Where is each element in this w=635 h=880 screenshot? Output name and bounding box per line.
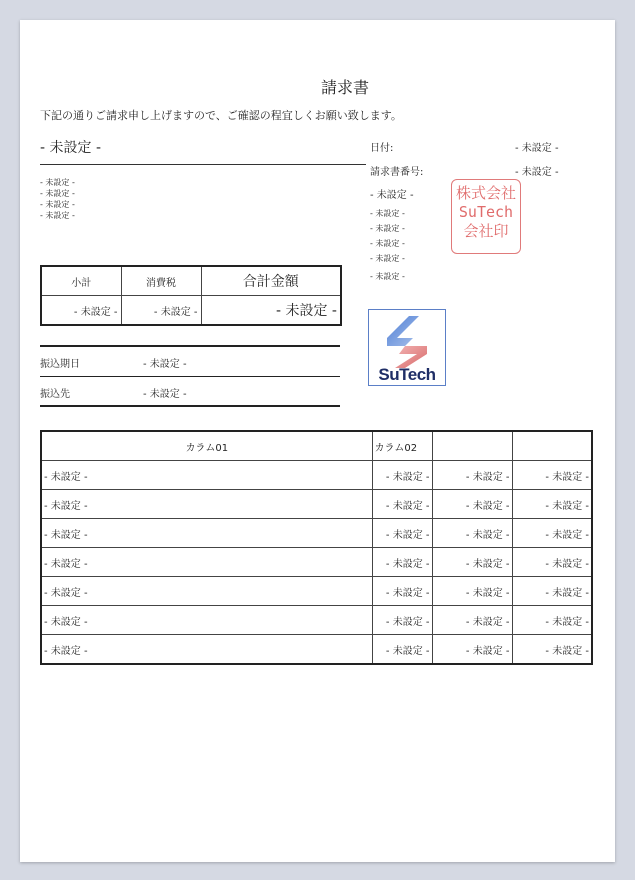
company-seal-stamp bbox=[451, 179, 521, 254]
totals-header-row bbox=[41, 266, 341, 296]
table-row bbox=[41, 548, 592, 577]
table-cell: - 未設定 - bbox=[41, 577, 372, 606]
due-date-value: - 未設定 - bbox=[143, 359, 187, 370]
table-cell: - 未設定 - bbox=[41, 461, 372, 490]
invoice-number-value: - 未設定 - bbox=[515, 167, 559, 178]
table-cell: - 未設定 - bbox=[372, 548, 432, 577]
issuer-info-line: - 未設定 - bbox=[370, 239, 405, 248]
totals-table bbox=[40, 265, 342, 326]
column-header bbox=[432, 431, 512, 461]
totals-value-row bbox=[41, 296, 341, 326]
client-info bbox=[40, 177, 75, 221]
table-cell: - 未設定 - bbox=[432, 635, 512, 665]
table-cell: - 未設定 - bbox=[372, 606, 432, 635]
issuer-name: - 未設定 - bbox=[370, 190, 414, 201]
issuer-info-line: - 未設定 - bbox=[370, 224, 405, 233]
table-row bbox=[41, 606, 592, 635]
table-cell: - 未設定 - bbox=[512, 461, 592, 490]
logo-text: SuTech bbox=[378, 365, 436, 384]
payment-middle-rule bbox=[40, 376, 340, 377]
column-header: カラム02 bbox=[372, 431, 432, 461]
payment-top-rule bbox=[40, 345, 340, 347]
issuer-extra: - 未設定 - bbox=[370, 272, 405, 281]
subtotal-value: - 未設定 - bbox=[41, 296, 121, 326]
client-info-line: - 未設定 - bbox=[40, 211, 75, 220]
items-header-row bbox=[41, 431, 592, 461]
table-cell: - 未設定 - bbox=[512, 635, 592, 665]
issuer-info bbox=[370, 206, 405, 266]
table-cell: - 未設定 - bbox=[372, 635, 432, 665]
stamp-line: 会社印 bbox=[463, 222, 509, 240]
table-cell: - 未設定 - bbox=[512, 548, 592, 577]
table-cell: - 未設定 - bbox=[41, 490, 372, 519]
grand-total-value: - 未設定 - bbox=[201, 296, 341, 326]
column-header: カラム01 bbox=[41, 431, 372, 461]
table-row bbox=[41, 519, 592, 548]
table-row bbox=[41, 635, 592, 665]
page-title: 請求書 bbox=[320, 78, 369, 97]
items-table bbox=[40, 430, 593, 665]
table-cell: - 未設定 - bbox=[41, 635, 372, 665]
stamp-line: SuTech bbox=[458, 203, 514, 221]
table-cell: - 未設定 - bbox=[432, 577, 512, 606]
table-cell: - 未設定 - bbox=[432, 490, 512, 519]
payment-bottom-rule bbox=[40, 405, 340, 407]
issuer-info-line: - 未設定 - bbox=[370, 209, 405, 218]
invoice-page bbox=[20, 20, 615, 862]
company-logo bbox=[368, 309, 446, 386]
intro-text: 下記の通りご請求申し上げますので、ご確認の程宜しくお願い致します。 bbox=[40, 109, 402, 122]
table-cell: - 未設定 - bbox=[432, 519, 512, 548]
stamp-line: 株式会社 bbox=[455, 184, 516, 202]
subtotal-header: 小計 bbox=[41, 266, 121, 296]
client-name: - 未設定 - bbox=[40, 140, 102, 156]
table-cell: - 未設定 - bbox=[512, 519, 592, 548]
table-cell: - 未設定 - bbox=[432, 548, 512, 577]
table-row bbox=[41, 490, 592, 519]
table-cell: - 未設定 - bbox=[512, 577, 592, 606]
client-name-underline bbox=[40, 164, 366, 165]
column-header bbox=[512, 431, 592, 461]
tax-value: - 未設定 - bbox=[121, 296, 201, 326]
sutech-logo-icon bbox=[369, 312, 445, 368]
grand-total-header: 合計金額 bbox=[201, 266, 341, 296]
client-info-line: - 未設定 - bbox=[40, 200, 75, 209]
table-cell: - 未設定 - bbox=[372, 519, 432, 548]
table-cell: - 未設定 - bbox=[372, 490, 432, 519]
table-cell: - 未設定 - bbox=[372, 461, 432, 490]
table-cell: - 未設定 - bbox=[41, 548, 372, 577]
table-cell: - 未設定 - bbox=[512, 606, 592, 635]
table-row bbox=[41, 577, 592, 606]
due-date-label: 振込期日 bbox=[40, 359, 80, 370]
issuer-info-line: - 未設定 - bbox=[370, 254, 405, 263]
invoice-number-label: 請求書番号: bbox=[370, 167, 424, 178]
table-cell: - 未設定 - bbox=[41, 519, 372, 548]
bank-label: 振込先 bbox=[40, 389, 70, 400]
table-cell: - 未設定 - bbox=[432, 461, 512, 490]
date-value: - 未設定 - bbox=[515, 143, 559, 154]
table-cell: - 未設定 - bbox=[432, 606, 512, 635]
date-label: 日付: bbox=[370, 143, 394, 154]
bank-value: - 未設定 - bbox=[143, 389, 187, 400]
client-info-line: - 未設定 - bbox=[40, 178, 75, 187]
table-cell: - 未設定 - bbox=[512, 490, 592, 519]
table-cell: - 未設定 - bbox=[372, 577, 432, 606]
client-info-line: - 未設定 - bbox=[40, 189, 75, 198]
table-cell: - 未設定 - bbox=[41, 606, 372, 635]
tax-header: 消費税 bbox=[121, 266, 201, 296]
table-row bbox=[41, 461, 592, 490]
